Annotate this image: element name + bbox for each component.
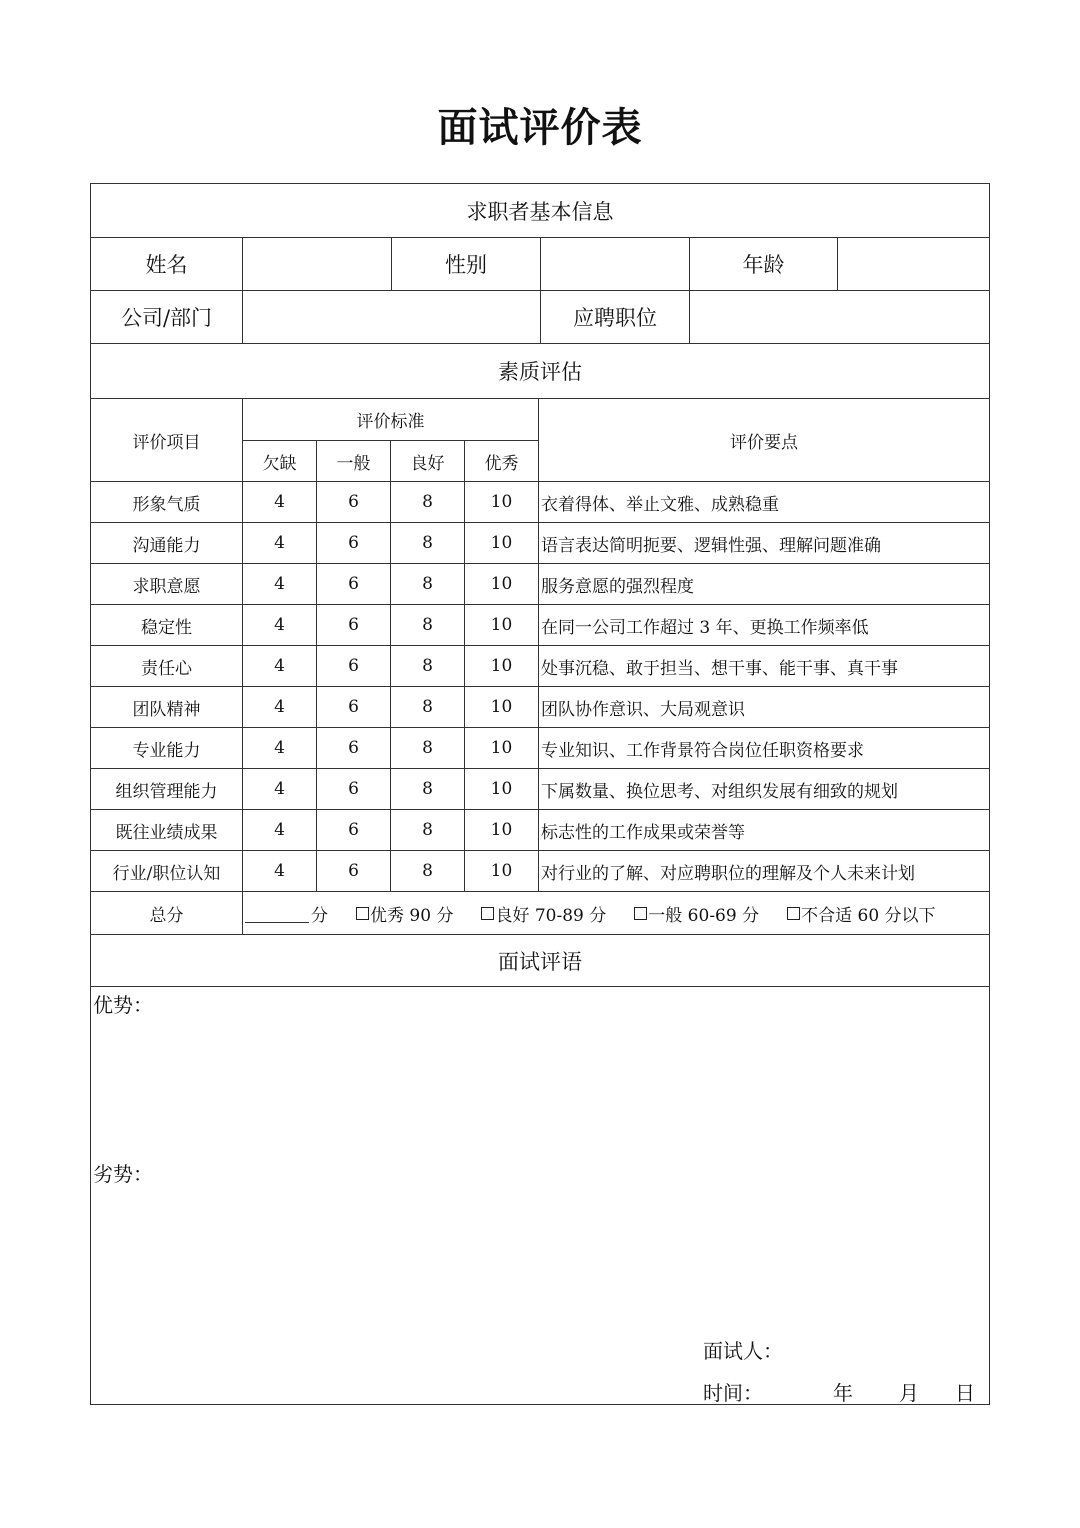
eval-row-score: 4 bbox=[242, 727, 316, 768]
section-quality: 素质评估 bbox=[91, 343, 989, 398]
age-label: 年龄 bbox=[689, 237, 837, 290]
checkbox-icon bbox=[481, 907, 494, 920]
eval-row-score: 4 bbox=[242, 604, 316, 645]
eval-row-score: 8 bbox=[390, 481, 464, 522]
eval-row-point: 下属数量、换位思考、对组织发展有细致的规划 bbox=[538, 768, 989, 809]
eval-row-score: 4 bbox=[242, 645, 316, 686]
level-header-average: 一般 bbox=[316, 440, 390, 481]
eval-row-score: 4 bbox=[242, 481, 316, 522]
eval-row-score: 4 bbox=[242, 850, 316, 891]
eval-row-score: 10 bbox=[464, 727, 538, 768]
eval-row-score: 6 bbox=[316, 645, 390, 686]
eval-row-score: 4 bbox=[242, 768, 316, 809]
day-label: 日 bbox=[955, 1381, 975, 1405]
eval-row-score: 10 bbox=[464, 850, 538, 891]
eval-row-item: 责任心 bbox=[91, 645, 242, 686]
age-field[interactable] bbox=[837, 237, 989, 290]
eval-row-point: 语言表达简明扼要、逻辑性强、理解问题准确 bbox=[538, 522, 989, 563]
level-header-lacking: 欠缺 bbox=[242, 440, 316, 481]
option-average[interactable]: 一般 60-69 分 bbox=[634, 901, 759, 926]
eval-row-item: 形象气质 bbox=[91, 481, 242, 522]
level-header-excellent: 优秀 bbox=[464, 440, 538, 481]
level-header-good: 良好 bbox=[390, 440, 464, 481]
eval-row-item: 组织管理能力 bbox=[91, 768, 242, 809]
name-label: 姓名 bbox=[91, 237, 242, 290]
eval-row-score: 6 bbox=[316, 563, 390, 604]
eval-row-score: 4 bbox=[242, 563, 316, 604]
eval-standard-header: 评价标准 bbox=[242, 398, 538, 440]
total-score-blank[interactable] bbox=[245, 904, 309, 923]
eval-row-point: 团队协作意识、大局观意识 bbox=[538, 686, 989, 727]
eval-row-score: 4 bbox=[242, 522, 316, 563]
eval-row-score: 6 bbox=[316, 768, 390, 809]
eval-row-score: 6 bbox=[316, 481, 390, 522]
eval-row-score: 8 bbox=[390, 563, 464, 604]
eval-row-item: 沟通能力 bbox=[91, 522, 242, 563]
eval-item-header: 评价项目 bbox=[91, 398, 242, 481]
page-title: 面试评价表 bbox=[437, 104, 643, 151]
option-good[interactable]: 良好 70-89 分 bbox=[481, 901, 606, 926]
checkbox-icon bbox=[787, 907, 800, 920]
eval-row-score: 6 bbox=[316, 522, 390, 563]
eval-row-score: 8 bbox=[390, 727, 464, 768]
position-field[interactable] bbox=[689, 290, 989, 343]
weaknesses-label: 劣势： bbox=[93, 1162, 153, 1186]
strengths-label: 优势： bbox=[93, 993, 153, 1017]
eval-row-point: 衣着得体、举止文雅、成熟稳重 bbox=[538, 481, 989, 522]
comments-area[interactable] bbox=[91, 986, 989, 1404]
total-label: 总分 bbox=[91, 891, 242, 934]
option-unsuitable[interactable]: 不合适 60 分以下 bbox=[787, 901, 935, 926]
name-field[interactable] bbox=[242, 237, 391, 290]
eval-points-header: 评价要点 bbox=[538, 398, 989, 481]
section-comments: 面试评语 bbox=[91, 934, 989, 986]
eval-row-item: 行业/职位认知 bbox=[91, 850, 242, 891]
eval-row-score: 10 bbox=[464, 768, 538, 809]
eval-row-point: 处事沉稳、敢于担当、想干事、能干事、真干事 bbox=[538, 645, 989, 686]
eval-row-score: 10 bbox=[464, 686, 538, 727]
option-excellent[interactable]: 优秀 90 分 bbox=[356, 901, 453, 926]
interviewer-label: 面试人： bbox=[703, 1339, 783, 1363]
eval-row-score: 4 bbox=[242, 809, 316, 850]
eval-row-item: 稳定性 bbox=[91, 604, 242, 645]
eval-row-score: 10 bbox=[464, 522, 538, 563]
checkbox-icon bbox=[634, 907, 647, 920]
eval-row-point: 对行业的了解、对应聘职位的理解及个人未来计划 bbox=[538, 850, 989, 891]
eval-row-point: 服务意愿的强烈程度 bbox=[538, 563, 989, 604]
eval-row-item: 求职意愿 bbox=[91, 563, 242, 604]
eval-row-score: 10 bbox=[464, 809, 538, 850]
eval-row-score: 8 bbox=[390, 645, 464, 686]
eval-row-score: 6 bbox=[316, 809, 390, 850]
eval-row-score: 6 bbox=[316, 686, 390, 727]
eval-row-point: 标志性的工作成果或荣誉等 bbox=[538, 809, 989, 850]
year-label: 年 bbox=[833, 1381, 853, 1405]
position-label: 应聘职位 bbox=[540, 290, 689, 343]
dept-field[interactable] bbox=[242, 290, 540, 343]
eval-row-score: 10 bbox=[464, 481, 538, 522]
eval-row-item: 专业能力 bbox=[91, 727, 242, 768]
eval-row-score: 10 bbox=[464, 563, 538, 604]
eval-row-score: 10 bbox=[464, 604, 538, 645]
eval-row-score: 8 bbox=[390, 850, 464, 891]
gender-label: 性别 bbox=[391, 237, 540, 290]
eval-row-item: 团队精神 bbox=[91, 686, 242, 727]
eval-row-score: 8 bbox=[390, 522, 464, 563]
checkbox-icon bbox=[356, 907, 369, 920]
eval-row-point: 专业知识、工作背景符合岗位任职资格要求 bbox=[538, 727, 989, 768]
eval-row-score: 8 bbox=[390, 768, 464, 809]
section-basic-info: 求职者基本信息 bbox=[466, 199, 614, 224]
time-label: 时间： bbox=[703, 1381, 763, 1405]
total-unit: 分 bbox=[311, 905, 328, 926]
dept-label: 公司/部门 bbox=[91, 290, 242, 343]
gender-field[interactable] bbox=[540, 237, 689, 290]
eval-row-score: 6 bbox=[316, 850, 390, 891]
eval-row-score: 8 bbox=[390, 686, 464, 727]
eval-row-item: 既往业绩成果 bbox=[91, 809, 242, 850]
eval-row-score: 6 bbox=[316, 604, 390, 645]
eval-row-score: 6 bbox=[316, 727, 390, 768]
total-score-cell bbox=[242, 891, 989, 934]
eval-row-score: 4 bbox=[242, 686, 316, 727]
interview-form-table bbox=[90, 183, 990, 1405]
month-label: 月 bbox=[899, 1381, 919, 1405]
eval-row-point: 在同一公司工作超过 3 年、更换工作频率低 bbox=[538, 604, 989, 645]
eval-row-score: 8 bbox=[390, 604, 464, 645]
eval-row-score: 8 bbox=[390, 809, 464, 850]
eval-row-score: 10 bbox=[464, 645, 538, 686]
